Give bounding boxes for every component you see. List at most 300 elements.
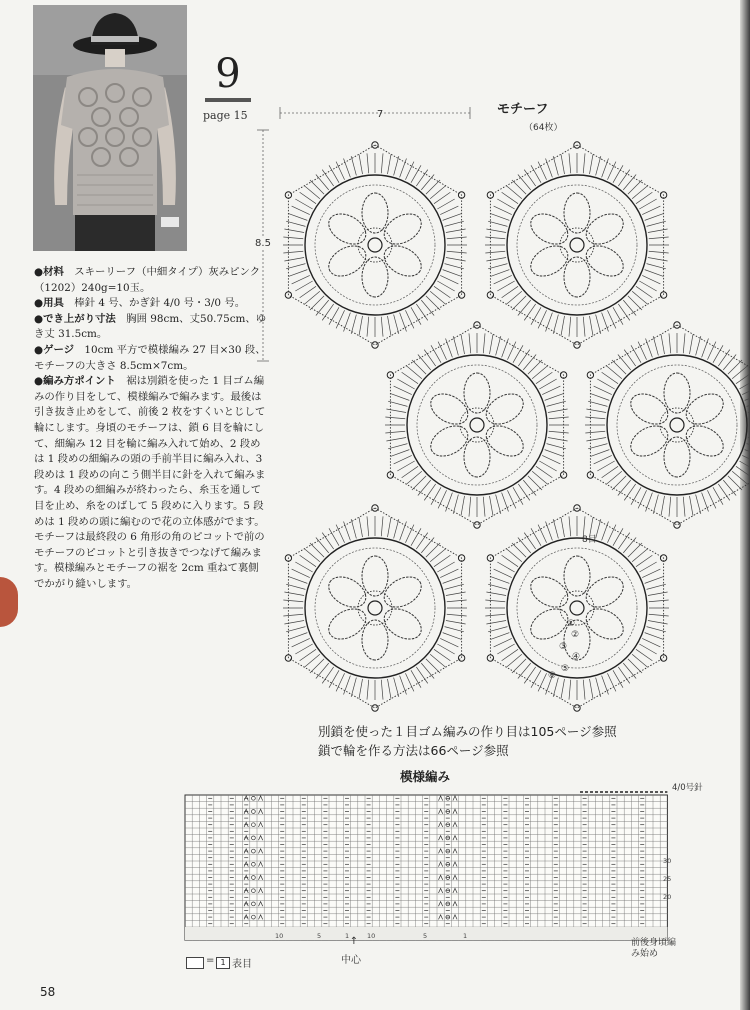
- petal-mark: [323, 571, 371, 614]
- round-number: ①: [567, 619, 576, 629]
- stitch-mark: [461, 496, 464, 516]
- stitch-mark: [391, 394, 410, 401]
- petal-mark: [481, 420, 529, 463]
- stitch-mark: [329, 165, 339, 182]
- stitch-mark: [434, 555, 450, 566]
- stitch-mark: [683, 333, 685, 353]
- stitch-mark: [292, 206, 310, 214]
- stitch-mark: [549, 417, 569, 419]
- stitch-mark: [496, 495, 501, 514]
- stitch-mark: [445, 264, 464, 269]
- stitch-mark: [497, 199, 514, 209]
- stitch-mark: [431, 345, 441, 362]
- note-line: 別鎖を使った１目ゴム編みの作り目は105ページ参照: [318, 724, 617, 739]
- page-reference: page 15: [203, 109, 248, 122]
- stitch-mark: [446, 592, 466, 595]
- stitch-mark: [292, 569, 310, 577]
- stitch-mark: [402, 372, 418, 383]
- stitch-mark: [488, 221, 507, 226]
- stitch-mark: [491, 214, 510, 221]
- stitch-mark: [647, 584, 666, 589]
- stitch-mark: [351, 156, 356, 175]
- petal-mark: [362, 193, 388, 233]
- ring-mark: [617, 365, 737, 485]
- stitch-mark: [397, 379, 414, 389]
- stitch-mark: [295, 199, 312, 209]
- info-label: ●材料: [34, 266, 64, 278]
- row-label: 25: [663, 875, 672, 883]
- stitch-mark: [300, 286, 316, 297]
- stitch-mark: [300, 649, 316, 660]
- stitch-mark: [497, 644, 514, 654]
- stitch-mark: [649, 251, 669, 253]
- round-number: ⑥: [548, 671, 557, 681]
- stitch-mark: [381, 317, 383, 337]
- stitch-mark: [437, 199, 454, 209]
- stitch-count-label: 8目: [582, 535, 597, 545]
- stitch-mark: [367, 516, 369, 536]
- stitch-mark: [648, 229, 668, 232]
- stitch-mark: [631, 345, 641, 362]
- stitch-mark: [549, 431, 569, 433]
- stitch-mark: [569, 680, 571, 700]
- stitch-mark: [613, 528, 623, 545]
- motif-count: （64枚）: [524, 123, 563, 133]
- stitch-mark: [594, 455, 612, 463]
- stitch-mark: [447, 237, 467, 239]
- stitch-mark: [388, 517, 391, 537]
- instructions-text: [34, 265, 268, 592]
- round-number: ②: [571, 630, 580, 640]
- stitch-mark: [618, 533, 629, 549]
- col-label: 5: [423, 932, 428, 940]
- stitch-mark: [490, 496, 493, 516]
- stitch-mark: [590, 679, 593, 699]
- stitch-mark: [447, 251, 467, 253]
- picot-mark: [660, 655, 666, 661]
- stitch-mark: [367, 680, 369, 700]
- stitch-mark: [488, 584, 507, 589]
- info-label: ●用具: [34, 297, 64, 310]
- stitch-mark: [486, 621, 506, 624]
- stitch-mark: [647, 264, 666, 269]
- ring-mark: [315, 185, 435, 305]
- stitch-mark: [284, 258, 304, 261]
- stitch-mark: [440, 569, 458, 577]
- stitch-mark: [591, 394, 610, 401]
- stitch-mark: [329, 307, 339, 324]
- stitch-mark: [531, 670, 541, 687]
- stitch-mark: [547, 401, 566, 406]
- stitch-mark: [548, 438, 568, 441]
- petal-mark: [323, 208, 371, 251]
- stitch-mark: [597, 461, 614, 471]
- stitch-mark: [707, 342, 715, 360]
- pattern-number-underline: [205, 98, 251, 102]
- petal-mark: [564, 193, 590, 233]
- stitch-mark: [286, 264, 305, 269]
- stitch-mark: [351, 519, 356, 538]
- stitch-mark: [553, 519, 558, 538]
- stitch-mark: [394, 678, 399, 697]
- stitch-mark: [289, 633, 308, 640]
- stitch-mark: [597, 379, 614, 389]
- motif: [385, 322, 569, 528]
- stitch-mark: [647, 627, 666, 632]
- picot-mark: [574, 342, 580, 348]
- petal-mark: [379, 208, 427, 251]
- finger: [0, 577, 18, 627]
- stitch-mark: [588, 401, 607, 406]
- center-ring-mark: [570, 601, 584, 615]
- row-label: 20: [663, 893, 672, 901]
- stitch-mark: [485, 600, 505, 602]
- stitch-mark: [286, 584, 305, 589]
- motif: [283, 505, 467, 711]
- info-label: ●でき上がり寸法: [34, 312, 116, 325]
- petal-mark: [525, 603, 576, 646]
- info-materials: [34, 265, 268, 296]
- stitch-mark: [583, 317, 585, 337]
- center-label: 中心: [341, 955, 361, 966]
- petal-mark: [362, 620, 388, 660]
- stitch-mark: [381, 516, 383, 536]
- stitch-mark: [440, 206, 458, 214]
- stitch-mark: [405, 310, 413, 328]
- stitch-mark: [446, 621, 466, 624]
- stitch-mark: [745, 394, 750, 401]
- stitch-mark: [569, 317, 571, 337]
- col-label: 5: [317, 932, 322, 940]
- motif: [585, 322, 750, 528]
- stitch-mark: [491, 577, 510, 584]
- stitch-mark: [553, 315, 558, 334]
- model-photo: [33, 5, 187, 251]
- stitch-mark: [394, 156, 399, 175]
- stitch-mark: [653, 495, 658, 514]
- stitch-mark: [443, 633, 462, 640]
- stitch-mark: [486, 592, 506, 595]
- stitch-mark: [284, 621, 304, 624]
- ring-mark: [517, 185, 637, 305]
- stitch-mark: [283, 237, 303, 239]
- stitch-mark: [669, 497, 671, 517]
- motif-diagram: [255, 95, 750, 720]
- ring-mark: [507, 175, 647, 315]
- stitch-mark: [411, 670, 421, 687]
- stitch-mark: [645, 214, 664, 221]
- stitch-mark: [388, 679, 391, 699]
- stitch-mark: [742, 455, 750, 463]
- stitch-mark: [542, 455, 560, 463]
- stitch-mark: [607, 162, 615, 180]
- stitch-mark: [385, 431, 405, 433]
- stitch-mark: [507, 490, 515, 508]
- col-label: 1: [345, 932, 350, 940]
- stitch-mark: [405, 162, 413, 180]
- stitch-mark: [289, 214, 308, 221]
- info-label: ●編み方ポイント: [34, 375, 116, 388]
- stitch-mark: [502, 649, 518, 660]
- stitch-mark: [461, 334, 464, 354]
- stitch-mark: [602, 372, 618, 383]
- stitch-mark: [385, 417, 405, 419]
- info-label: ●ゲージ: [34, 343, 75, 356]
- motif: [485, 505, 669, 711]
- petal-mark: [525, 208, 573, 251]
- petal-mark: [362, 556, 388, 596]
- knitting-chart: [185, 790, 670, 940]
- stitch-mark: [359, 679, 362, 699]
- picot-mark: [574, 705, 580, 711]
- petal-mark: [464, 373, 490, 413]
- petal-mark: [362, 257, 388, 297]
- stitch-mark: [336, 673, 344, 691]
- stitch-mark: [561, 316, 564, 336]
- stitch-mark: [596, 315, 601, 334]
- stitch-mark: [639, 199, 656, 209]
- info-knitting-points: [34, 374, 268, 592]
- stitch-mark: [402, 466, 418, 477]
- ring-mark: [315, 548, 435, 668]
- stitch-mark: [648, 592, 668, 595]
- stitch-mark: [639, 644, 656, 654]
- stitch-mark: [636, 555, 652, 566]
- stitch-mark: [491, 270, 510, 277]
- stitch-mark: [434, 286, 450, 297]
- stitch-mark: [636, 286, 652, 297]
- stitch-mark: [381, 680, 383, 700]
- stitch-mark: [502, 555, 518, 566]
- stitch-mark: [394, 519, 399, 538]
- stitch-mark: [437, 281, 454, 291]
- info-value: 裾は別鎖を使った 1 目ゴム編みの作り目をして、模様編みで編みます。最後は引き抜き止めをして、前後 2 枚をすくいとじして輪にします。身頃のモチーフは、鎖 6 目を輪にして、細編み 12 目を輪に編み入れて始め、2 段めは 1 段めの細編みの頭の手前半目に編み入れ、3 段めは 1 段めの向こう側半目に針を入れて編みます。4 段めの細編みが終わったら、糸玉を通して目を止め、糸をのばして 5 段めに入ります。5 段めは 1 段めの頭に編むので花の立体感がでます。モチーフは最終段の 6 角形の角のピコットで前のモチーフのピコットと引き抜きでつなげて編みます。模様編みとモチーフの裾を 2cm 重ねて裏側でかがり縫いします。: [34, 375, 266, 590]
- stitch-mark: [359, 316, 362, 336]
- row-label: 30: [663, 857, 672, 865]
- stitch-mark: [669, 333, 671, 353]
- stitch-mark: [642, 206, 660, 214]
- stitch-mark: [745, 450, 750, 457]
- stitch-mark: [497, 281, 514, 291]
- stitch-mark: [496, 336, 501, 355]
- petal-mark: [379, 240, 427, 283]
- stitch-mark: [636, 649, 652, 660]
- stitch-mark: [518, 350, 529, 366]
- legend-empty-cell: [186, 957, 204, 969]
- petal-mark: [379, 603, 427, 646]
- stitch-mark: [469, 497, 471, 517]
- col-label: 10: [275, 932, 284, 940]
- stitch-mark: [545, 394, 564, 401]
- stitch-mark: [486, 229, 506, 232]
- stitch-mark: [690, 334, 693, 354]
- picot-mark: [560, 472, 566, 478]
- stitch-mark: [394, 455, 412, 463]
- stitch-mark: [596, 156, 601, 175]
- center-ring-mark: [570, 238, 584, 252]
- picot-mark: [674, 522, 680, 528]
- stitch-mark: [531, 165, 541, 182]
- stitch-mark: [411, 307, 421, 324]
- stitch-mark: [394, 315, 399, 334]
- info-gauge: [34, 343, 268, 374]
- stitch-mark: [405, 673, 413, 691]
- stitch-mark: [718, 350, 729, 366]
- stitch-mark: [295, 281, 312, 291]
- ring-mark: [407, 355, 547, 495]
- stitch-mark: [443, 214, 462, 221]
- stitch-mark: [394, 386, 412, 394]
- stitch-mark: [388, 154, 391, 174]
- stitch-mark: [613, 307, 623, 324]
- stitch-mark: [683, 497, 685, 517]
- stitch-mark: [434, 192, 450, 203]
- stitch-mark: [445, 627, 464, 632]
- petal-mark: [664, 373, 690, 413]
- stitch-mark: [536, 372, 552, 383]
- stitch-mark: [645, 577, 664, 584]
- stitch-mark: [502, 192, 518, 203]
- round-number: ⑤: [561, 664, 570, 674]
- stitch-mark: [284, 592, 304, 595]
- stitch-mark: [388, 444, 407, 449]
- stitch-mark: [553, 156, 558, 175]
- stitch-mark: [538, 162, 546, 180]
- picot-mark: [660, 292, 666, 298]
- round-number: ④: [572, 652, 581, 662]
- petal-mark: [681, 420, 729, 463]
- stitch-mark: [607, 525, 615, 543]
- stitch-mark: [469, 333, 471, 353]
- stitch-mark: [602, 466, 618, 477]
- page-number: 58: [40, 985, 56, 999]
- stitch-mark: [445, 584, 464, 589]
- stitch-mark: [386, 409, 406, 412]
- info-finished-size: [34, 312, 268, 343]
- center-ring-mark: [368, 601, 382, 615]
- stitch-mark: [485, 251, 505, 253]
- stitch-mark: [416, 533, 427, 549]
- stitch-mark: [300, 192, 316, 203]
- stitch-mark: [485, 614, 505, 616]
- motif-group: [283, 142, 750, 711]
- petal-mark: [581, 603, 629, 646]
- petal-mark: [581, 571, 629, 614]
- stitch-mark: [561, 679, 564, 699]
- stitch-mark: [569, 516, 571, 536]
- photo-illustration: [33, 5, 187, 251]
- stitch-mark: [639, 562, 656, 572]
- petal-mark: [625, 388, 673, 431]
- stitch-mark: [494, 275, 512, 283]
- stitch-mark: [434, 649, 450, 660]
- stitch-mark: [388, 316, 391, 336]
- needle-label: 4/0号針: [672, 783, 703, 793]
- stitch-mark: [561, 517, 564, 537]
- stitch-mark: [437, 562, 454, 572]
- stitch-mark: [359, 517, 362, 537]
- petal-mark: [323, 603, 371, 646]
- stitch-mark: [381, 153, 383, 173]
- stitch-mark: [440, 638, 458, 646]
- stitch-mark: [388, 401, 407, 406]
- stitch-mark: [446, 229, 466, 232]
- stitch-mark: [386, 438, 406, 441]
- petal-mark: [481, 388, 529, 431]
- stitch-mark: [507, 342, 515, 360]
- stitch-mark: [416, 170, 427, 186]
- stitch-mark: [636, 192, 652, 203]
- stitch-mark: [397, 461, 414, 471]
- stitch-mark: [502, 286, 518, 297]
- stitch-mark: [539, 379, 556, 389]
- stitch-mark: [351, 678, 356, 697]
- stitch-mark: [638, 490, 646, 508]
- legend-equals: =: [206, 955, 215, 966]
- stitch-mark: [443, 577, 462, 584]
- stitch-mark: [613, 165, 623, 182]
- stitch-mark: [747, 444, 750, 449]
- info-value: 10cm 平方で模様編み 27 目×30 段、モチーフの大きさ 8.5cm×7cm。: [34, 343, 266, 372]
- stitch-mark: [561, 154, 564, 174]
- stitch-mark: [483, 333, 485, 353]
- stitch-mark: [367, 153, 369, 173]
- stitch-mark: [483, 497, 485, 517]
- stitch-mark: [336, 525, 344, 543]
- stitch-mark: [649, 614, 669, 616]
- center-ring-mark: [470, 418, 484, 432]
- stitch-mark: [494, 638, 512, 646]
- legend-knit-symbol: 1: [216, 957, 230, 969]
- stitch-mark: [639, 281, 656, 291]
- round-number: ③: [559, 642, 568, 652]
- stitch-mark: [548, 409, 568, 412]
- stitch-mark: [590, 154, 593, 174]
- col-label: 1: [463, 932, 468, 940]
- stitch-mark: [329, 670, 339, 687]
- center-arrow: ↑: [349, 936, 359, 947]
- picot-mark: [372, 705, 378, 711]
- stitch-mark: [642, 638, 660, 646]
- stitch-mark: [661, 334, 664, 354]
- stitch-mark: [648, 258, 668, 261]
- petal-mark: [464, 437, 490, 477]
- stitch-mark: [742, 386, 750, 394]
- stitch-mark: [295, 562, 312, 572]
- stitch-mark: [513, 487, 523, 504]
- stitch-mark: [583, 153, 585, 173]
- stitch-mark: [645, 633, 664, 640]
- stitch-mark: [411, 528, 421, 545]
- stitch-mark: [661, 496, 664, 516]
- stitch-mark: [513, 345, 523, 362]
- stitch-mark: [447, 600, 467, 602]
- pattern-number: 9: [215, 51, 241, 97]
- note-line: 鎖で輪を作る方法は66ページ参照: [318, 743, 509, 758]
- stitch-mark: [329, 528, 339, 545]
- ring-mark: [517, 548, 637, 668]
- center-ring-mark: [368, 238, 382, 252]
- ring-mark: [305, 538, 445, 678]
- picot-mark: [474, 522, 480, 528]
- stitch-mark: [653, 336, 658, 355]
- stitch-mark: [707, 490, 715, 508]
- stitch-mark: [411, 165, 421, 182]
- picot-mark: [372, 342, 378, 348]
- stitch-mark: [645, 270, 664, 277]
- stitch-mark: [547, 444, 566, 449]
- petal-mark: [581, 208, 629, 251]
